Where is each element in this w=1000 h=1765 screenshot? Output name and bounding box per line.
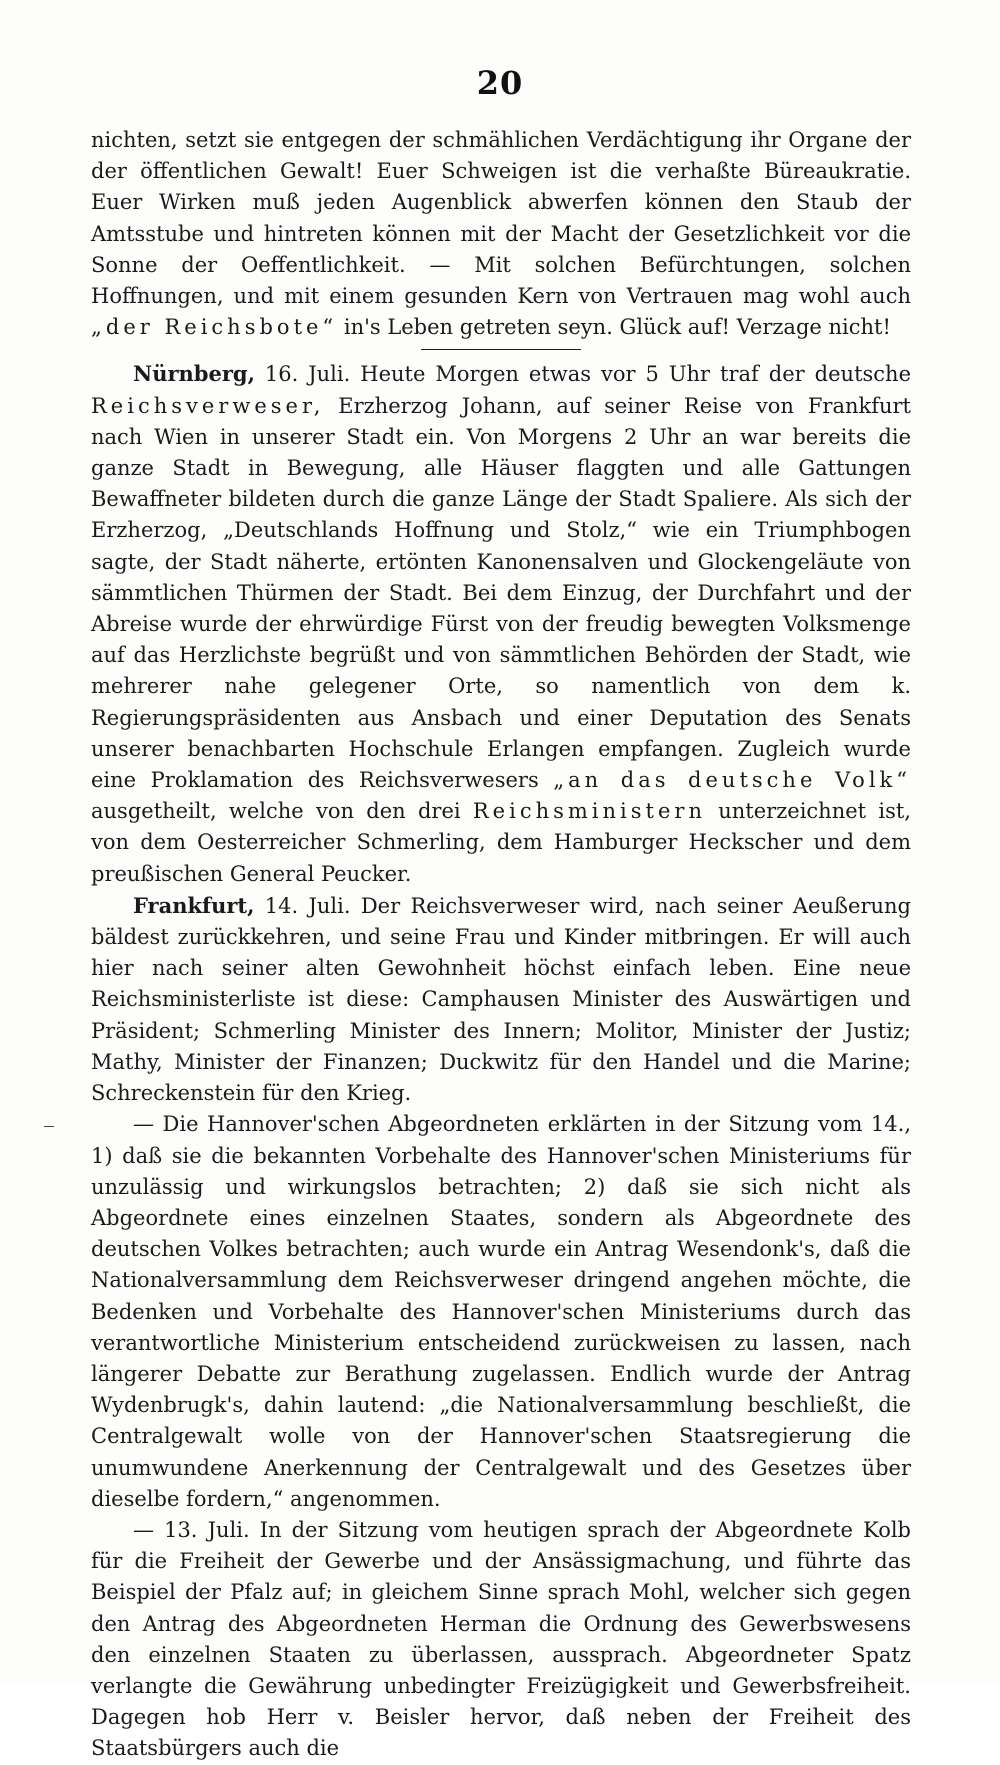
margin-mark bbox=[44, 1126, 54, 1127]
paragraph-text: 14. Juli. Der Reichsverweser wird, nach seiner Aeußerung bäldest zurückkehren, und seine Frau und Kinder mitbringen. Er will auch hier nach seiner alten Gewohnheit höchst einfach leben. Eine neue Reichsministerliste ist diese: Camphausen Minister des Auswärtigen und Präsident; Schmerling Minister des Innern; Molitor, Minister der Justiz; Mathy, Minister der Finanzen; Duckwitz für den Handel und die Marine; Schreckenstein für den Krieg. bbox=[91, 893, 911, 1106]
paragraph-text: — Die Hannover'schen Abgeordneten erklärten in der Sitzung vom 14., 1) daß sie die bekannten Vorbehalte des Hannover'schen Ministeriums für unzulässig und wirkungslos betrachten; 2) daß sie sich nicht als Abgeordnete eines einzelnen Staates, sondern als Abgeordnete des deutschen Volkes betrachten; auch wurde ein Antrag Wesendonk's, daß die Nationalversammlung dem Reichsverweser dringend angehen möchte, die Bedenken und Vorbehalte des Hannover'schen Ministeriums durch das verantwortliche Ministerium entscheidend zurückweisen zu lassen, nach längerer Debatte zur Berathung zugelassen. Endlich wurde der Antrag Wydenbrugk's, dahin lautend: „die Nationalversammlung beschließt, die Centralgewalt wolle von der Hannover'schen Staatsregierung die unumwundene Anerkennung der Centralgewalt und des Gesetzes über dieselbe fordern,“ angenommen. bbox=[91, 1112, 911, 1511]
paragraph-13-juli bbox=[91, 1515, 911, 1765]
paragraph-text: ausgetheilt, welche von den drei bbox=[91, 799, 473, 824]
newspaper-name: „der Reichsbote“ bbox=[91, 315, 338, 340]
dateline-frankfurt: Frankfurt, bbox=[133, 892, 255, 918]
text-column bbox=[91, 125, 911, 1765]
paragraph-text: Erzherzog Johann, auf seiner Reise von Frankfurt nach Wien in unserer Stadt ein. Von Morgens 2 Uhr an war bereits die ganze Stadt in Bewegung, alle Häuser flaggten und alle Gattungen Bewaffneter bildeten durch die ganze Länge der Stadt Spaliere. Als sich der Erzherzog, „Deutschlands Hoffnung und Stolz,“ wie ein Triumphbogen sagte, der Stadt näherte, ertönten Kanonensalven und Glockengeläute von sämmtlichen Thürmen der Stadt. Bei dem Einzug, der Durchfahrt und der Abreise wurde der ehrwürdige Fürst von der freudig bewegten Volksmenge auf das Herzlichste begrüßt und von sämmtlichen Behörden der Stadt, wie mehrerer nahe gelegener Orte, so namentlich von dem k. Regierungspräsidenten aus Ansbach und einer Deputation des Senats unserer benachbarten Hochschule Erlangen empfangen. Zugleich wurde eine Proklamation des Reichsverwesers bbox=[91, 393, 911, 793]
section-divider bbox=[421, 349, 581, 350]
paragraph-text: unterzeichnet ist, von dem Oesterreicher Schmerling, dem Hamburger Heckscher und dem preußischen General Peucker. bbox=[91, 799, 911, 886]
paragraph-text: 16. Juli. Heute Morgen etwas vor 5 Uhr traf der deutsche bbox=[254, 362, 911, 387]
paragraph-nuernberg bbox=[91, 358, 911, 889]
emphasis-proclamation: „an das deutsche Volk“ bbox=[553, 768, 911, 793]
paragraph-text: — 13. Juli. In der Sitzung vom heutigen sprach der Abgeordnete Kolb für die Freiheit der Gewerbe und der Ansässigmachung, und führte das Beispiel der Pfalz auf; in gleichem Sinne sprach Mohl, welcher sich gegen den Antrag des Abgeordneten Herman die Ordnung des Gewerbswesens den einzelnen Staaten zu überlassen, aussprach. Abgeordneter Spatz verlangte die Gewährung unbedingter Freizügigkeit und Gewerbsfreiheit. Dagegen hob Herr v. Beisler hervor, daß neben der Freiheit des Staatsbürgers auch die bbox=[91, 1517, 911, 1761]
paragraph-text: in's Leben getreten seyn. Glück auf! Verzage nicht! bbox=[337, 315, 891, 340]
paragraph-frankfurt bbox=[91, 890, 911, 1109]
paragraph-text: nichten, setzt sie entgegen der schmählichen Verdächtigung ihr Organe der der öffentlichen Gewalt! Euer Schweigen ist die verhaßte Büreaukratie. Euer Wirken muß jeden Augenblick abwerfen können den Staub der Amtsstube und hintreten können mit der Macht der Gesetzlichkeit vor die Sonne der Oeffentlichkeit. — Mit solchen Befürchtungen, solchen Hoffnungen, und mit einem gesunden Kern von Vertrauen mag wohl auch bbox=[91, 128, 911, 309]
paragraph-opening bbox=[91, 125, 911, 343]
emphasis-reichsministern: Reichsministern bbox=[472, 799, 706, 824]
page-number: 20 bbox=[476, 64, 524, 102]
emphasis-reichsverweser: Reichsverweser, bbox=[91, 393, 325, 418]
paragraph-hannover bbox=[91, 1109, 911, 1515]
dateline-nuernberg: Nürnberg, bbox=[133, 361, 255, 387]
